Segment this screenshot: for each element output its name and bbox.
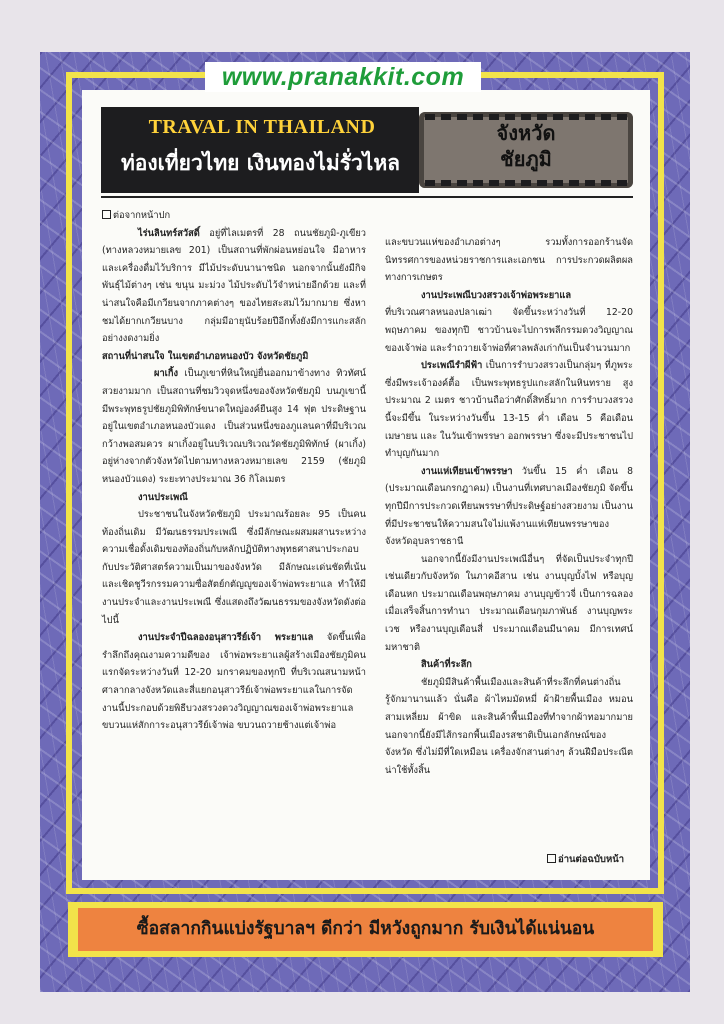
paragraph-title: งานประจำปีฉลองอนุสาวรีย์เจ้า พระยาแล <box>138 632 314 644</box>
paragraph: งานประจำปีฉลองอนุสาวรีย์เจ้า พระยาแล จัดขึ้นเพื่อรำลึกถึงคุณงามความดีของ เจ้าพ่อพระยาแลผู้สร้างเมืองชัยภูมิคนแรกจัดระหว่างวันที่ 12-20 มกราคมของทุกปี ที่บริเวณสนามหน้าศาลากลางจังหวัดและสี่แยกอนุสาวรีย์เจ้าพ่อพระยาแลในการจัดงานนี้ประกอบด้วยพิธีบวงสรวงดวงวิญญาณของเจ้าพ่อพระยาแล ขบวนแห่สักการะอนุสาวรีย์เจ้าพ่อ ขบวนถวายช้างแต่เจ้าพ่อ <box>102 632 367 732</box>
paragraph: ไร่นลินทร์สวัสดิ์ อยู่ที่ไลเมตรที่ 28 ถนนชัยภูมิ-ภูเขียว (ทางหลวงหมายเลข 201) เป็นสถานที่พักผ่อนหย่อนใจ มีอาหารและเครื่องดื่มไว้บริการ มีไม้ประดับนานาชนิด นอกจากนั้นยังมีกิจพันธุ์ไม้ต่างๆ เช่น ขนุน มะม่วง ไม้ประดับไว้จำหน่ายอีกด้วย และที่น่าสนใจคือมีเกวียนจากภาคต่างๆ ของไทยสะสมไว้มากมาย ซึ่งหาชมได้ยากเกวียนบาง กลุ่มมีอายุนับร้อยปีอีกทั้งยังมีการแกะสลักอย่างงดงามยิ่ง <box>102 227 366 345</box>
paragraph: งานแห่เทียนเข้าพรรษา วันขึ้น 15 ค่ำ เดือน 8 (ประมาณเดือนกรกฎาคม) เป็นงานที่เทศบาลเมืองชัยภูมิ จัดขึ้นทุกปีมีการประกวดเทียนพรรษาที่ประดิษฐ์อย่างสวยงาม เป็นงานที่มีประชาชนให้ความสนใจไม่แพ้งานแห่เทียนพรรษาของจังหวัดอุบลราชธานี <box>385 465 633 548</box>
paragraph: ประชาชนในจังหวัดชัยภูมิ ประมาณร้อยละ 95 เป็นคนท้องถิ่นเดิม มีวัฒนธรรมประเพณี ซึ่งมีลักษณะผสมผสานระหว่างความเชื่อดั้งเดิมของท้องถิ่นกับหลักปฏิบัติทางพุทธศาสนาประกอบกับประวัติศาสตร์ความเป็นมาของจังหวัด มีลักษณะเด่นชัดที่เน้นและเชิดชูวีรกรรมความซื่อสัตย์กตัญญูของเจ้าพ่อพระยาแล ทำให้มีงานประจำและงานประเพณี ซึ่งแสดงถึงวัฒนธรรมของจังหวัดดังต่อไปนี้ <box>102 509 366 626</box>
website-url[interactable]: www.pranakkit.com <box>205 62 481 92</box>
paragraph: และขบวนแห่ของอำเภอต่างๆ รวมทั้งการออกร้านจัดนิทรรศการของหน่วยราชการและเอกชน การประกวดผลิตผลทางการเกษตร <box>385 237 633 284</box>
paragraph: ประเพณีรำผีฟ้า เป็นการรำบวงสรวงเป็นกลุ่มๆ ที่ภูพระ ซึ่งมีพระเจ้าองค์ตื้อ เป็นพระพุทธรูปแกะสลักในหินทราย สูงประมาณ 2 เมตร ชาวบ้านถือว่าศักดิ์สิทธิ์มาก การรำบวงสรวงนี้จะมีขึ้น ในระหว่างวันขึ้น 13-15 ค่ำ เดือน 5 คือเดือนเมษายน และ ในวันเข้าพรรษา ออกพรรษา ซึ่งจะมีประชาชนไปทำบุญกันมาก <box>385 360 633 460</box>
paragraph-title: ไร่นลินทร์สวัสดิ์ <box>138 227 200 239</box>
checkbox-icon <box>102 210 111 219</box>
paragraph: ชัยภูมิมีสินค้าพื้นเมืองและสินค้าที่ระลึกที่คนต่างถิ่นรู้จักมานานแล้ว นั่นคือ ผ้าไหมมัดหมี่ ผ้าฝ้ายพื้นเมือง หมอนสามเหลี่ยม ผ้าขิด และสินค้าพื้นเมืองที่ทำจากผ้าทอมากมาย นอกจากนี้ยังมีไส้กรอกพื้นเมืองรสชาติเป็นเอกลักษณ์ของจังหวัด ซึ่งไม่มีที่ใดเหมือน เครื่องจักสานต่างๆ ล้วนฝีมือประณีตน่าใช้ทั้งสิ้น <box>385 676 633 776</box>
checkbox-icon <box>547 854 556 863</box>
page-subtitle: ท่องเที่ยวไทย เงินทองไม่รั่วไหล <box>120 151 401 175</box>
province-label <box>419 120 633 172</box>
paragraph-title: ผาเกิ้ง <box>154 368 179 380</box>
right-column <box>385 234 633 779</box>
page-title: TRAVAL IN THAILAND <box>148 116 376 138</box>
left-column <box>102 207 366 735</box>
continued-from: ต่อจากหน้าปก <box>102 207 366 225</box>
section-heading: งานประเพณีบวงสรวงเจ้าพ่อพระยาแล <box>421 289 572 301</box>
paragraph-title: ประเพณีรำผีฟ้า <box>421 360 483 372</box>
header-divider <box>101 196 633 198</box>
section-heading: งานประเพณี <box>138 491 188 503</box>
paragraph: นอกจากนี้ยังมีงานประเพณีอื่นๆ ที่จัดเป็นประจำทุกปี เช่นเดียวกับจังหวัด ในภาคอีสาน เช่น งานบุญบั้งไฟ หรือบุญเดือนหก ประมาณเดือนพฤษภาคม งานบุญข้าวจี่ เป็นการฉลองเมื่อเสร็จสิ้นการทำนา ประมาณเดือนกุมภาพันธ์ งานบุญพระเวช หรืองานบุญเดือนสี่ ประมาณเดือนมีนาคม มีการเทศน์มหาชาติ <box>385 553 633 653</box>
section-heading: สินค้าที่ระลึก <box>421 659 472 671</box>
paragraph: ที่บริเวณศาลหนองปลาเฒ่า จัดขึ้นระหว่างวันที่ 12-20 พฤษภาคม ของทุกปี ชาวบ้านจะไปการพลีกรรมดวงวิญญาณของเจ้าพ่อ และรำถวายเจ้าพ่อที่ศาลพลังเก่ากันเป็นจำนวนมาก <box>385 307 633 354</box>
footer-slogan: ซื้อสลากกินแบ่งรัฐบาลฯ ดีกว่า มีหวังถูกมาก รับเงินได้แน่นอน <box>78 908 653 951</box>
province-line-2: ชัยภูมิ <box>500 147 552 171</box>
paragraph: ผาเกิ้ง เป็นภูเขาที่หินใหญ่ยื่นออกมาข้างทาง ทิวทัศน์สวยงามมาก เป็นสถานที่ชมวิวจุดหนึ่งของจังหวัดชัยภูมิ บนภูเขานี้มีพระพุทธรูปชัยภูมิพิทักษ์ขนาดใหญ่องค์ยืนสูง 14 ฟุต ประดิษฐานอยู่ในเขตอำเภอหนองบัวแดง เป็นส่วนหนึ่งของภูแลนคาที่มีบริเวณกว้างพอสมควร ผาเกิ้งอยู่ในบริเวณบริเวณวัดชัยภูมิพิทักษ์ (ผาเกิ้ง) อยู่ห่างจากตัวจังหวัดไปตามทางหลวงหมายเลข 2159 (ชัยภูมิ หนองบัวแดง) ระยะทางประมาณ 36 กิโลเมตร <box>102 368 366 485</box>
continued-next-page: อ่านต่อฉบับหน้า <box>547 852 624 867</box>
province-line-1: จังหวัด <box>496 121 556 145</box>
section-heading: สถานที่น่าสนใจ ในเขตอำเภอหนองบัว จังหวัดชัยภูมิ <box>102 350 309 362</box>
paragraph-title: งานแห่เทียนเข้าพรรษา <box>421 465 513 477</box>
